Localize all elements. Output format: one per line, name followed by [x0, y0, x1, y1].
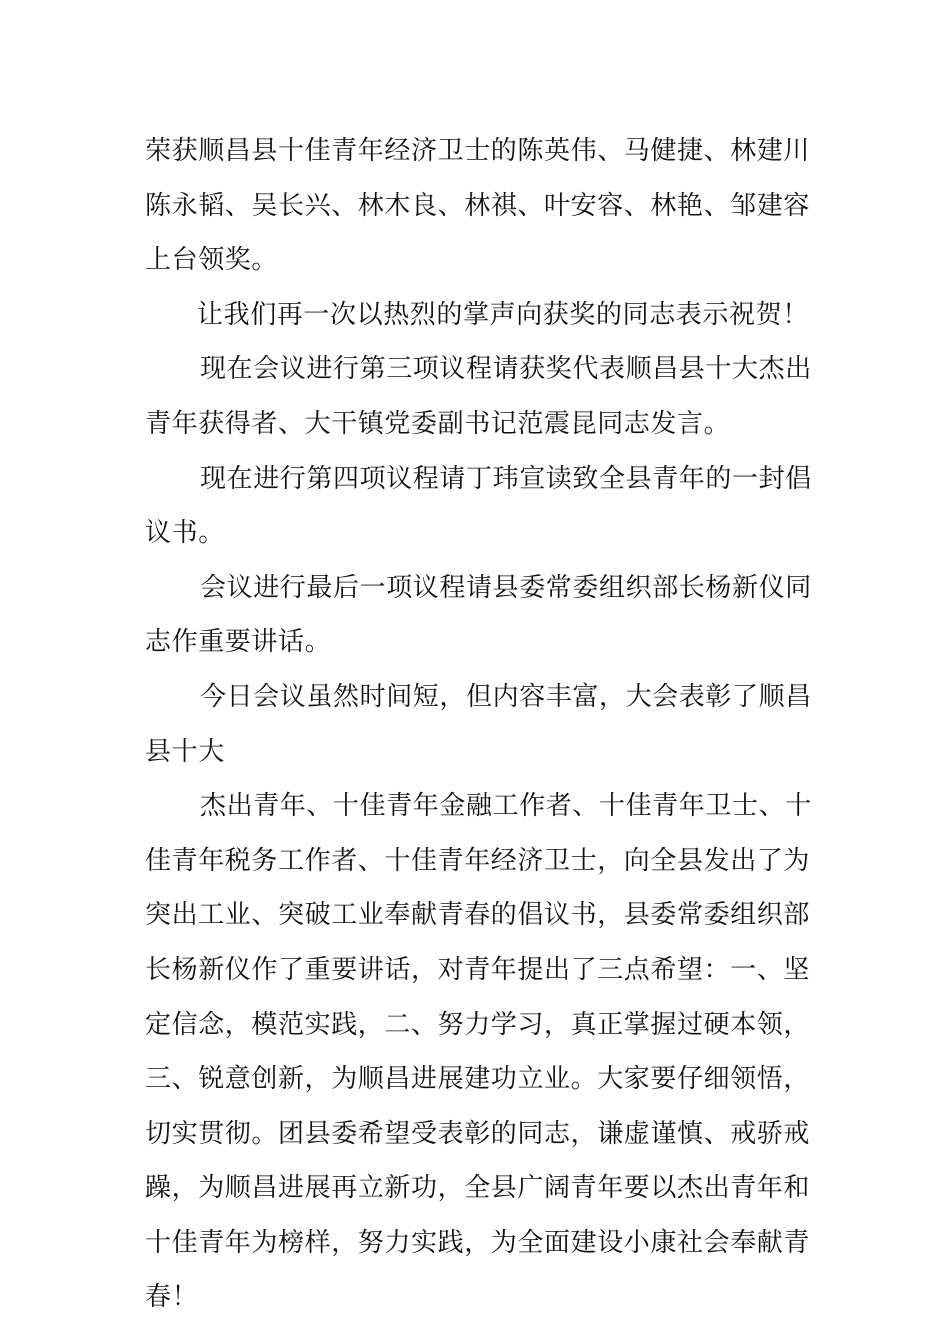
text-line: 定信念，模范实践，二、努力学习，真正掌握过硬本领， — [145, 1009, 811, 1040]
text-line: 青年获得者、大干镇党委副书记范震昆同志发言。 — [145, 408, 731, 439]
text-line: 杰出青年、十佳青年金融工作者、十佳青年卫士、十 — [200, 791, 812, 822]
text-line: 县十大 — [145, 736, 225, 767]
text-line: 春！ — [145, 1282, 199, 1313]
text-line: 议书。 — [145, 518, 225, 549]
text-line: 现在进行第四项议程请丁玮宣读致全县青年的一封倡 — [200, 463, 812, 494]
text-line: 三、锐意创新，为顺昌进展建功立业。大家要仔细领悟， — [145, 1064, 811, 1095]
text-line: 十佳青年为榜样，努力实践，为全面建设小康社会奉献青 — [145, 1227, 811, 1258]
text-line: 突出工业、突破工业奉献青春的倡议书，县委常委组织部 — [145, 900, 811, 931]
text-line: 让我们再一次以热烈的掌声向获奖的同志表示祝贺！ — [197, 299, 809, 330]
text-line: 佳青年税务工作者、十佳青年经济卫士，向全县发出了为 — [145, 845, 811, 876]
text-line: 上台领奖。 — [145, 245, 279, 276]
text-line: 志作重要讲话。 — [145, 627, 332, 658]
text-line: 今日会议虽然时间短，但内容丰富，大会表彰了顺昌 — [200, 681, 812, 712]
text-line: 荣获顺昌县十佳青年经济卫士的陈英伟、马健捷、林建川 — [145, 136, 811, 166]
document-body — [145, 124, 810, 1325]
text-line: 切实贯彻。团县委希望受表彰的同志，谦虚谨慎、戒骄戒 — [145, 1118, 811, 1149]
text-line: 长杨新仪作了重要讲话，对青年提出了三点希望：一、坚 — [145, 954, 811, 985]
text-line: 现在会议进行第三项议程请获奖代表顺昌县十大杰出 — [200, 354, 812, 385]
text-line: 躁，为顺昌进展再立新功，全县广阔青年要以杰出青年和 — [145, 1173, 811, 1204]
text-line: 陈永韬、吴长兴、林木良、林祺、叶安容、林艳、邹建容 — [145, 190, 811, 221]
text-line: 会议进行最后一项议程请县委常委组织部长杨新仪同 — [200, 572, 812, 603]
